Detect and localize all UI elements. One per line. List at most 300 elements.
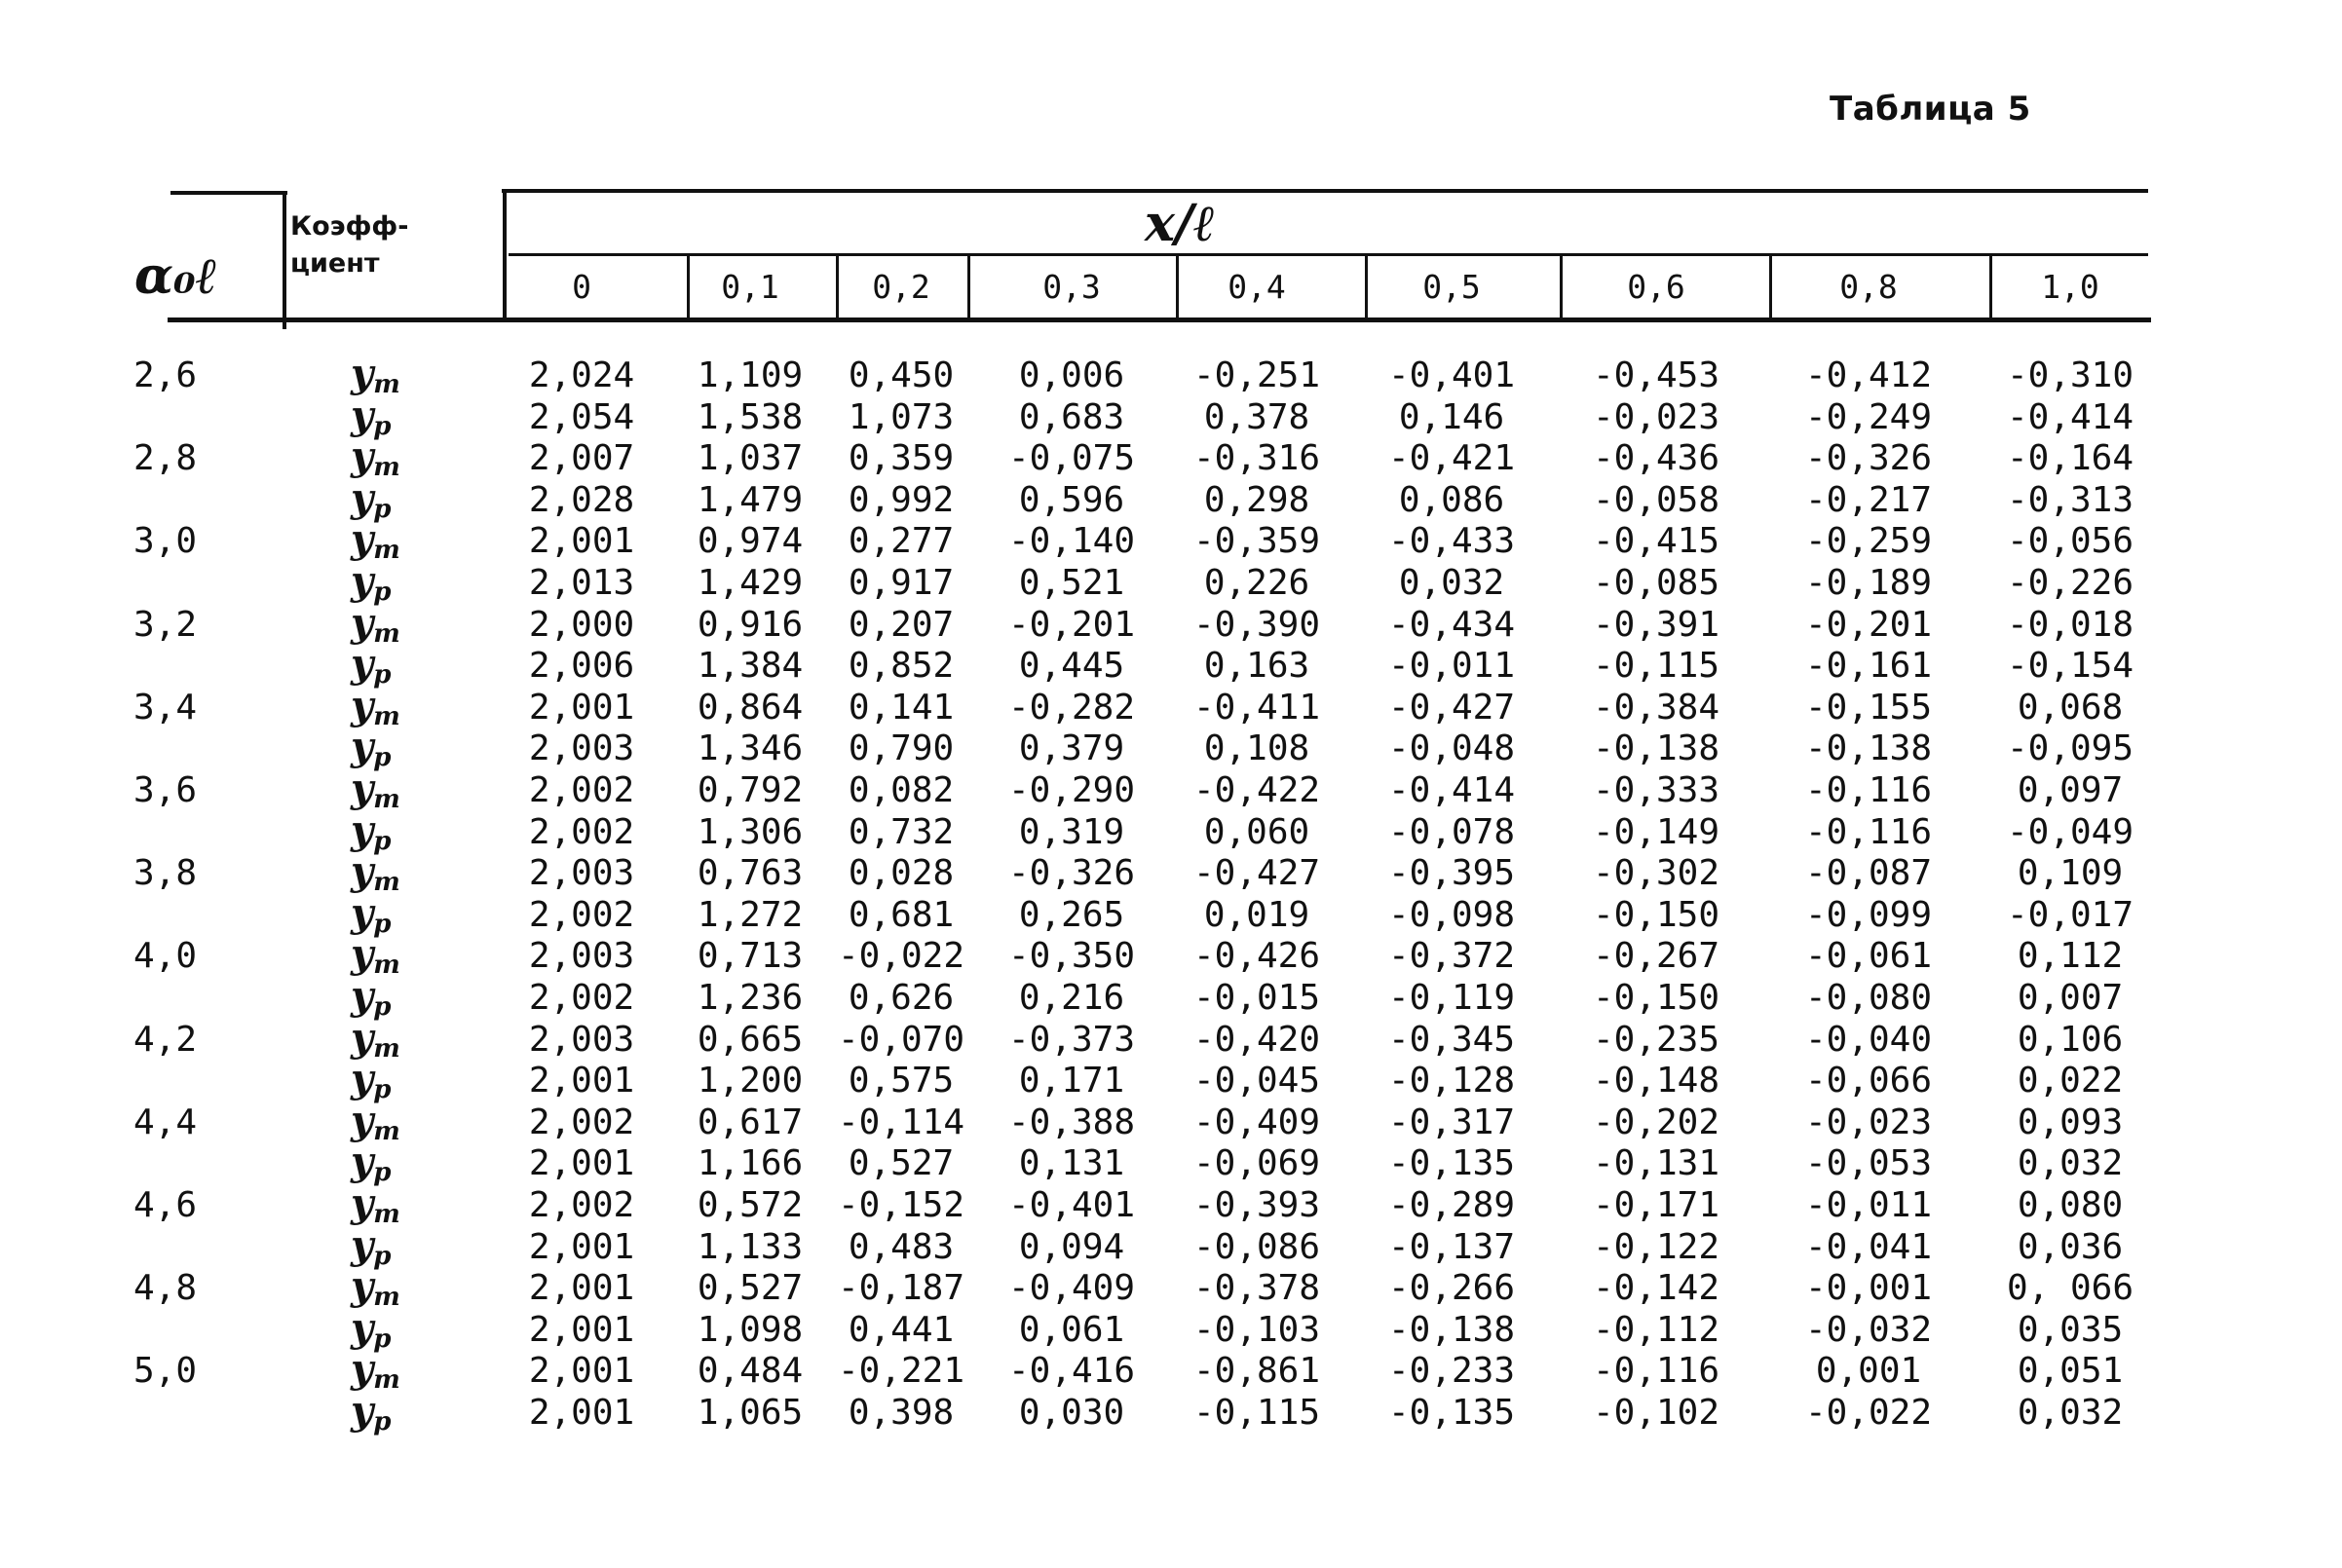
coef-subscript: p xyxy=(373,1324,392,1354)
coef-symbol: y xyxy=(351,1139,374,1185)
table-caption: Таблица 5 xyxy=(1830,90,2031,129)
param-value: 5,0 xyxy=(133,1351,198,1392)
table-cell: -0,326 xyxy=(1007,853,1136,894)
table-cell: 2,001 xyxy=(528,521,635,562)
table-cell: -0,017 xyxy=(2006,894,2134,935)
table-cell: 0,790 xyxy=(848,728,955,769)
table-cell: -0,233 xyxy=(1387,1351,1516,1392)
table-cell: 2,024 xyxy=(528,355,635,395)
table-cell: -0,421 xyxy=(1387,438,1516,479)
coef-symbol: y xyxy=(351,806,374,853)
table-cell: 0,617 xyxy=(697,1101,804,1142)
table-cell: -0,350 xyxy=(1007,936,1136,977)
coef-symbol: y xyxy=(351,433,374,480)
table-cell: -0,171 xyxy=(1592,1185,1720,1225)
table-cell: 0,080 xyxy=(2017,1185,2124,1225)
coef-subscript: m xyxy=(373,618,400,649)
coef-subscript: p xyxy=(373,1407,392,1437)
table-cell: 0,032 xyxy=(2017,1393,2124,1433)
table-cell: -0,022 xyxy=(1804,1393,1933,1433)
table-cell: -0,001 xyxy=(1804,1268,1933,1309)
coef-subscript: m xyxy=(373,951,400,981)
table-cell: -0,433 xyxy=(1387,521,1516,562)
table-cell: 0,483 xyxy=(848,1226,955,1267)
table-cell: 0,665 xyxy=(697,1019,804,1060)
coef-subscript: p xyxy=(373,826,392,856)
table-cell: -0,135 xyxy=(1387,1393,1516,1433)
table-cell: 0,030 xyxy=(1018,1393,1125,1433)
table-cell: 0,060 xyxy=(1203,811,1310,852)
table-cell: -0,345 xyxy=(1387,1019,1516,1060)
table-cell: 0,277 xyxy=(848,521,955,562)
table-cell: 0,378 xyxy=(1203,396,1310,437)
coef-symbol: y xyxy=(351,1097,374,1143)
table-cell: -0,317 xyxy=(1387,1101,1516,1142)
coef-symbol: y xyxy=(351,1056,374,1102)
header-mid-rule xyxy=(509,253,2148,256)
table-cell: 1,073 xyxy=(848,396,955,437)
table-cell: -0,390 xyxy=(1192,604,1321,645)
coef-header xyxy=(290,208,408,282)
param-value: 3,4 xyxy=(133,687,198,728)
table-cell: -0,070 xyxy=(837,1019,965,1060)
coef-subscript: p xyxy=(373,660,392,691)
table-cell: -0,085 xyxy=(1592,563,1720,603)
table-cell: 0,974 xyxy=(697,521,804,562)
table-cell: 0,109 xyxy=(2017,853,2124,894)
coef-symbol: y xyxy=(351,516,374,563)
coef-subscript: p xyxy=(373,743,392,773)
table-cell: 2,000 xyxy=(528,604,635,645)
table-cell: 0,763 xyxy=(697,853,804,894)
table-cell: -0,078 xyxy=(1387,811,1516,852)
coef-yp xyxy=(351,392,392,441)
coef-subscript: p xyxy=(373,1158,392,1188)
table-cell: -0,202 xyxy=(1592,1101,1720,1142)
coef-subscript: p xyxy=(373,1241,392,1271)
table-cell: -0,137 xyxy=(1387,1226,1516,1267)
table-cell: 2,001 xyxy=(528,1393,635,1433)
table-cell: 0,992 xyxy=(848,479,955,520)
table-cell: 0,575 xyxy=(848,1061,955,1101)
table-cell: -0,282 xyxy=(1007,687,1136,728)
table-cell: -0,061 xyxy=(1804,936,1933,977)
coef-yp xyxy=(351,1304,392,1354)
table-cell: -0,102 xyxy=(1592,1393,1720,1433)
table-cell: 0, 066 xyxy=(2006,1268,2134,1309)
coef-subscript: m xyxy=(373,785,400,814)
table-cell: -0,116 xyxy=(1592,1351,1720,1392)
coef-header-line2: циент xyxy=(290,248,380,279)
param-value: 4,4 xyxy=(133,1101,198,1142)
coef-symbol: y xyxy=(351,889,374,936)
table-cell: -0,401 xyxy=(1007,1185,1136,1225)
column-header: 1,0 xyxy=(2041,268,2099,306)
table-cell: 1,109 xyxy=(697,355,804,395)
table-cell: -0,069 xyxy=(1192,1143,1321,1184)
table-cell: 2,001 xyxy=(528,1143,635,1184)
table-cell: -0,416 xyxy=(1007,1351,1136,1392)
table-cell: 0,097 xyxy=(2017,770,2124,810)
coef-symbol: y xyxy=(351,558,374,604)
coef-subscript: m xyxy=(373,868,400,898)
coef-ym xyxy=(351,682,400,731)
table-cell: 0,207 xyxy=(848,604,955,645)
table-cell: -0,290 xyxy=(1007,770,1136,810)
table-cell: 2,001 xyxy=(528,1061,635,1101)
table-cell: 0,596 xyxy=(1018,479,1125,520)
table-cell: 0,032 xyxy=(1398,563,1505,603)
coef-symbol: y xyxy=(351,931,374,978)
coef-subscript: m xyxy=(373,1365,400,1396)
table-cell: -0,131 xyxy=(1592,1143,1720,1184)
table-cell: -0,409 xyxy=(1192,1101,1321,1142)
table-cell: 1,538 xyxy=(697,396,804,437)
table-cell: -0,140 xyxy=(1007,521,1136,562)
table-cell: 1,236 xyxy=(697,978,804,1018)
coef-symbol: y xyxy=(351,1180,374,1226)
table-cell: -0,103 xyxy=(1192,1309,1321,1350)
table-cell: 2,054 xyxy=(528,396,635,437)
table-cell: 0,226 xyxy=(1203,563,1310,603)
table-cell: 1,346 xyxy=(697,728,804,769)
coef-ym xyxy=(351,1097,400,1146)
coef-header-line1: Коэфф- xyxy=(290,211,409,242)
table-cell: 2,013 xyxy=(528,563,635,603)
coef-symbol: y xyxy=(351,682,374,728)
table-cell: -0,415 xyxy=(1592,521,1720,562)
table-cell: 0,379 xyxy=(1018,728,1125,769)
coef-yp xyxy=(351,1388,392,1437)
table-cell: -0,115 xyxy=(1592,646,1720,687)
coef-ym xyxy=(351,433,400,483)
table-cell: 2,002 xyxy=(528,811,635,852)
table-cell: 0,093 xyxy=(2017,1101,2124,1142)
table-cell: -0,080 xyxy=(1804,978,1933,1018)
table-cell: -0,411 xyxy=(1192,687,1321,728)
coef-subscript: p xyxy=(373,578,392,607)
coef-subscript: m xyxy=(373,1116,400,1146)
param-header: α₀ℓ xyxy=(134,246,218,306)
table-cell: 0,792 xyxy=(697,770,804,810)
table-cell: 0,732 xyxy=(848,811,955,852)
table-cell: -0,154 xyxy=(2006,646,2134,687)
table-cell: -0,395 xyxy=(1387,853,1516,894)
table-cell: 2,002 xyxy=(528,770,635,810)
param-value: 4,8 xyxy=(133,1268,198,1309)
table-cell: -0,087 xyxy=(1804,853,1933,894)
table-cell: 0,086 xyxy=(1398,479,1505,520)
table-cell: -0,235 xyxy=(1592,1019,1720,1060)
table-cell: -0,142 xyxy=(1592,1268,1720,1309)
table-cell: 1,384 xyxy=(697,646,804,687)
table-cell: 1,166 xyxy=(697,1143,804,1184)
coef-symbol: y xyxy=(351,1014,374,1061)
table-cell: 0,032 xyxy=(2017,1143,2124,1184)
table-cell: 0,916 xyxy=(697,604,804,645)
table-cell: -0,226 xyxy=(2006,563,2134,603)
table-cell: 0,626 xyxy=(848,978,955,1018)
coef-ym xyxy=(351,1180,400,1229)
table-cell: -0,114 xyxy=(837,1101,965,1142)
coef-subscript: m xyxy=(373,536,400,566)
table-cell: -0,155 xyxy=(1804,687,1933,728)
table-cell: 0,398 xyxy=(848,1393,955,1433)
table-cell: 2,007 xyxy=(528,438,635,479)
param-value: 3,8 xyxy=(133,853,198,894)
table-cell: 0,112 xyxy=(2017,936,2124,977)
coef-yp xyxy=(351,1139,392,1188)
table-cell: 1,037 xyxy=(697,438,804,479)
table-cell: -0,372 xyxy=(1387,936,1516,977)
table-cell: -0,316 xyxy=(1192,438,1321,479)
table-cell: -0,023 xyxy=(1804,1101,1933,1142)
table-cell: 2,002 xyxy=(528,1185,635,1225)
param-value: 3,2 xyxy=(133,604,198,645)
coef-symbol: y xyxy=(351,1304,374,1351)
table-cell: -0,259 xyxy=(1804,521,1933,562)
table-cell: 0,527 xyxy=(848,1143,955,1184)
coef-yp xyxy=(351,724,392,773)
table-cell: 0,319 xyxy=(1018,811,1125,852)
table-cell: 0,082 xyxy=(848,770,955,810)
table-cell: -0,148 xyxy=(1592,1061,1720,1101)
header-divider-param xyxy=(283,193,286,329)
param-value: 3,6 xyxy=(133,770,198,810)
table-cell: 0,036 xyxy=(2017,1226,2124,1267)
table-cell: 0,713 xyxy=(697,936,804,977)
table-cell: 0,265 xyxy=(1018,894,1125,935)
coef-yp xyxy=(351,474,392,524)
column-header: 0,3 xyxy=(1042,268,1101,306)
table-cell: -0,056 xyxy=(2006,521,2134,562)
table-cell: -0,326 xyxy=(1804,438,1933,479)
table-cell: 0,108 xyxy=(1203,728,1310,769)
table-cell: -0,098 xyxy=(1387,894,1516,935)
coef-subscript: m xyxy=(373,701,400,731)
table-cell: -0,436 xyxy=(1592,438,1720,479)
table-cell: -0,391 xyxy=(1592,604,1720,645)
table-cell: -0,045 xyxy=(1192,1061,1321,1101)
table-cell: 1,479 xyxy=(697,479,804,520)
coef-subscript: m xyxy=(373,453,400,483)
table-cell: 0,450 xyxy=(848,355,955,395)
coef-yp xyxy=(351,1056,392,1105)
table-cell: -0,041 xyxy=(1804,1226,1933,1267)
coef-subscript: m xyxy=(373,1200,400,1229)
coef-yp xyxy=(351,558,392,607)
coef-symbol: y xyxy=(351,848,374,895)
table-cell: -0,861 xyxy=(1192,1351,1321,1392)
table-cell: -0,095 xyxy=(2006,728,2134,769)
coef-subscript: p xyxy=(373,992,392,1022)
table-cell: 0,068 xyxy=(2017,687,2124,728)
coef-ym xyxy=(351,1263,400,1313)
coef-subscript: p xyxy=(373,411,392,441)
table-cell: -0,289 xyxy=(1387,1185,1516,1225)
table-cell: 2,028 xyxy=(528,479,635,520)
table-cell: -0,453 xyxy=(1592,355,1720,395)
table-cell: -0,201 xyxy=(1804,604,1933,645)
table-cell: -0,138 xyxy=(1592,728,1720,769)
table-cell: 0,681 xyxy=(848,894,955,935)
table-cell: -0,221 xyxy=(837,1351,965,1392)
table-cell: 1,098 xyxy=(697,1309,804,1350)
column-header: 0,4 xyxy=(1228,268,1286,306)
table-cell: 2,003 xyxy=(528,1019,635,1060)
coef-ym xyxy=(351,931,400,981)
coef-symbol: y xyxy=(351,599,374,646)
coef-symbol: y xyxy=(351,1388,374,1434)
table-cell: 0,163 xyxy=(1203,646,1310,687)
header-bottom-rule xyxy=(168,317,2151,322)
table-cell: 2,002 xyxy=(528,1101,635,1142)
table-cell: -0,150 xyxy=(1592,894,1720,935)
table-cell: 0,359 xyxy=(848,438,955,479)
table-cell: 0,171 xyxy=(1018,1061,1125,1101)
coef-symbol: y xyxy=(351,1346,374,1393)
table-cell: 2,001 xyxy=(528,1309,635,1350)
table-cell: 1,429 xyxy=(697,563,804,603)
table-cell: -0,333 xyxy=(1592,770,1720,810)
coef-ym xyxy=(351,765,400,814)
coef-symbol: y xyxy=(351,1221,374,1268)
table-cell: -0,161 xyxy=(1804,646,1933,687)
table-cell: -0,011 xyxy=(1804,1185,1933,1225)
table-cell: -0,128 xyxy=(1387,1061,1516,1101)
coef-ym xyxy=(351,599,400,649)
table-cell: 0,007 xyxy=(2017,978,2124,1018)
table-cell: 0,022 xyxy=(2017,1061,2124,1101)
coef-symbol: y xyxy=(351,1263,374,1310)
table-cell: 0,683 xyxy=(1018,396,1125,437)
column-header: 0 xyxy=(572,268,591,306)
table-cell: -0,122 xyxy=(1592,1226,1720,1267)
table-cell: -0,420 xyxy=(1192,1019,1321,1060)
coef-ym xyxy=(351,848,400,898)
table-cell: -0,187 xyxy=(837,1268,965,1309)
table-cell: 0,051 xyxy=(2017,1351,2124,1392)
coef-symbol: y xyxy=(351,474,374,521)
table-cell: -0,149 xyxy=(1592,811,1720,852)
table-cell: -0,388 xyxy=(1007,1101,1136,1142)
table-cell: -0,115 xyxy=(1192,1393,1321,1433)
coef-ym xyxy=(351,516,400,566)
coef-yp xyxy=(351,1221,392,1271)
table-cell: -0,152 xyxy=(837,1185,965,1225)
group-header: x/ℓ xyxy=(1145,194,1216,253)
table-cell: 1,272 xyxy=(697,894,804,935)
column-header: 0,8 xyxy=(1839,268,1898,306)
coef-symbol: y xyxy=(351,392,374,438)
table-cell: 0,527 xyxy=(697,1268,804,1309)
table-cell: -0,427 xyxy=(1192,853,1321,894)
table-cell: 1,200 xyxy=(697,1061,804,1101)
table-cell: -0,138 xyxy=(1387,1309,1516,1350)
table-cell: -0,040 xyxy=(1804,1019,1933,1060)
table-cell: -0,422 xyxy=(1192,770,1321,810)
table-cell: 0,216 xyxy=(1018,978,1125,1018)
param-value: 2,6 xyxy=(133,355,198,395)
coef-ym xyxy=(351,1014,400,1064)
table-cell: -0,150 xyxy=(1592,978,1720,1018)
table-cell: 0,441 xyxy=(848,1309,955,1350)
coef-symbol: y xyxy=(351,351,374,396)
table-cell: 0,028 xyxy=(848,853,955,894)
coef-subscript: p xyxy=(373,494,392,524)
table-cell: -0,427 xyxy=(1387,687,1516,728)
table-cell: 0,852 xyxy=(848,646,955,687)
table-cell: -0,011 xyxy=(1387,646,1516,687)
param-value: 3,0 xyxy=(133,521,198,562)
column-header: 0,6 xyxy=(1627,268,1685,306)
table-cell: 2,002 xyxy=(528,978,635,1018)
table-cell: 0,445 xyxy=(1018,646,1125,687)
table-cell: 0,106 xyxy=(2017,1019,2124,1060)
table-cell: -0,217 xyxy=(1804,479,1933,520)
table-cell: -0,058 xyxy=(1592,479,1720,520)
table-cell: 1,065 xyxy=(697,1393,804,1433)
table-cell: -0,434 xyxy=(1387,604,1516,645)
coef-yp xyxy=(351,806,392,856)
table-cell: -0,086 xyxy=(1192,1226,1321,1267)
table-cell: 0,061 xyxy=(1018,1309,1125,1350)
coef-yp xyxy=(351,641,392,691)
table-cell: 0,141 xyxy=(848,687,955,728)
table-cell: -0,018 xyxy=(2006,604,2134,645)
table-cell: -0,267 xyxy=(1592,936,1720,977)
table-cell: 0,001 xyxy=(1815,1351,1922,1392)
table-cell: 0,094 xyxy=(1018,1226,1125,1267)
table-cell: 0,035 xyxy=(2017,1309,2124,1350)
coef-subscript: m xyxy=(373,370,400,399)
table-cell: -0,075 xyxy=(1007,438,1136,479)
table-cell: -0,412 xyxy=(1804,355,1933,395)
table-cell: -0,164 xyxy=(2006,438,2134,479)
coef-subscript: p xyxy=(373,909,392,939)
table-cell: -0,119 xyxy=(1387,978,1516,1018)
table-cell: 2,001 xyxy=(528,1351,635,1392)
table-cell: -0,401 xyxy=(1387,355,1516,395)
table-cell: -0,138 xyxy=(1804,728,1933,769)
table-cell: 2,006 xyxy=(528,646,635,687)
table-cell: 0,019 xyxy=(1203,894,1310,935)
column-header: 0,5 xyxy=(1422,268,1481,306)
table-cell: -0,414 xyxy=(1387,770,1516,810)
column-header: 0,2 xyxy=(872,268,930,306)
coef-subscript: p xyxy=(373,1075,392,1105)
table-cell: -0,409 xyxy=(1007,1268,1136,1309)
table-cell: -0,023 xyxy=(1592,396,1720,437)
table-cell: 0,521 xyxy=(1018,563,1125,603)
param-value: 4,6 xyxy=(133,1185,198,1225)
table-cell: -0,251 xyxy=(1192,355,1321,395)
table-cell: -0,378 xyxy=(1192,1268,1321,1309)
table-cell: -0,135 xyxy=(1387,1143,1516,1184)
table-cell: -0,048 xyxy=(1387,728,1516,769)
table-cell: -0,384 xyxy=(1592,687,1720,728)
table-cell: 2,003 xyxy=(528,853,635,894)
header-top-rule-right xyxy=(502,189,2148,193)
table-cell: -0,116 xyxy=(1804,770,1933,810)
table-cell: -0,189 xyxy=(1804,563,1933,603)
table-cell: -0,373 xyxy=(1007,1019,1136,1060)
param-value: 4,2 xyxy=(133,1019,198,1060)
table-cell: -0,099 xyxy=(1804,894,1933,935)
table-cell: 0,572 xyxy=(697,1185,804,1225)
coef-symbol: y xyxy=(351,765,374,811)
table-cell: -0,032 xyxy=(1804,1309,1933,1350)
